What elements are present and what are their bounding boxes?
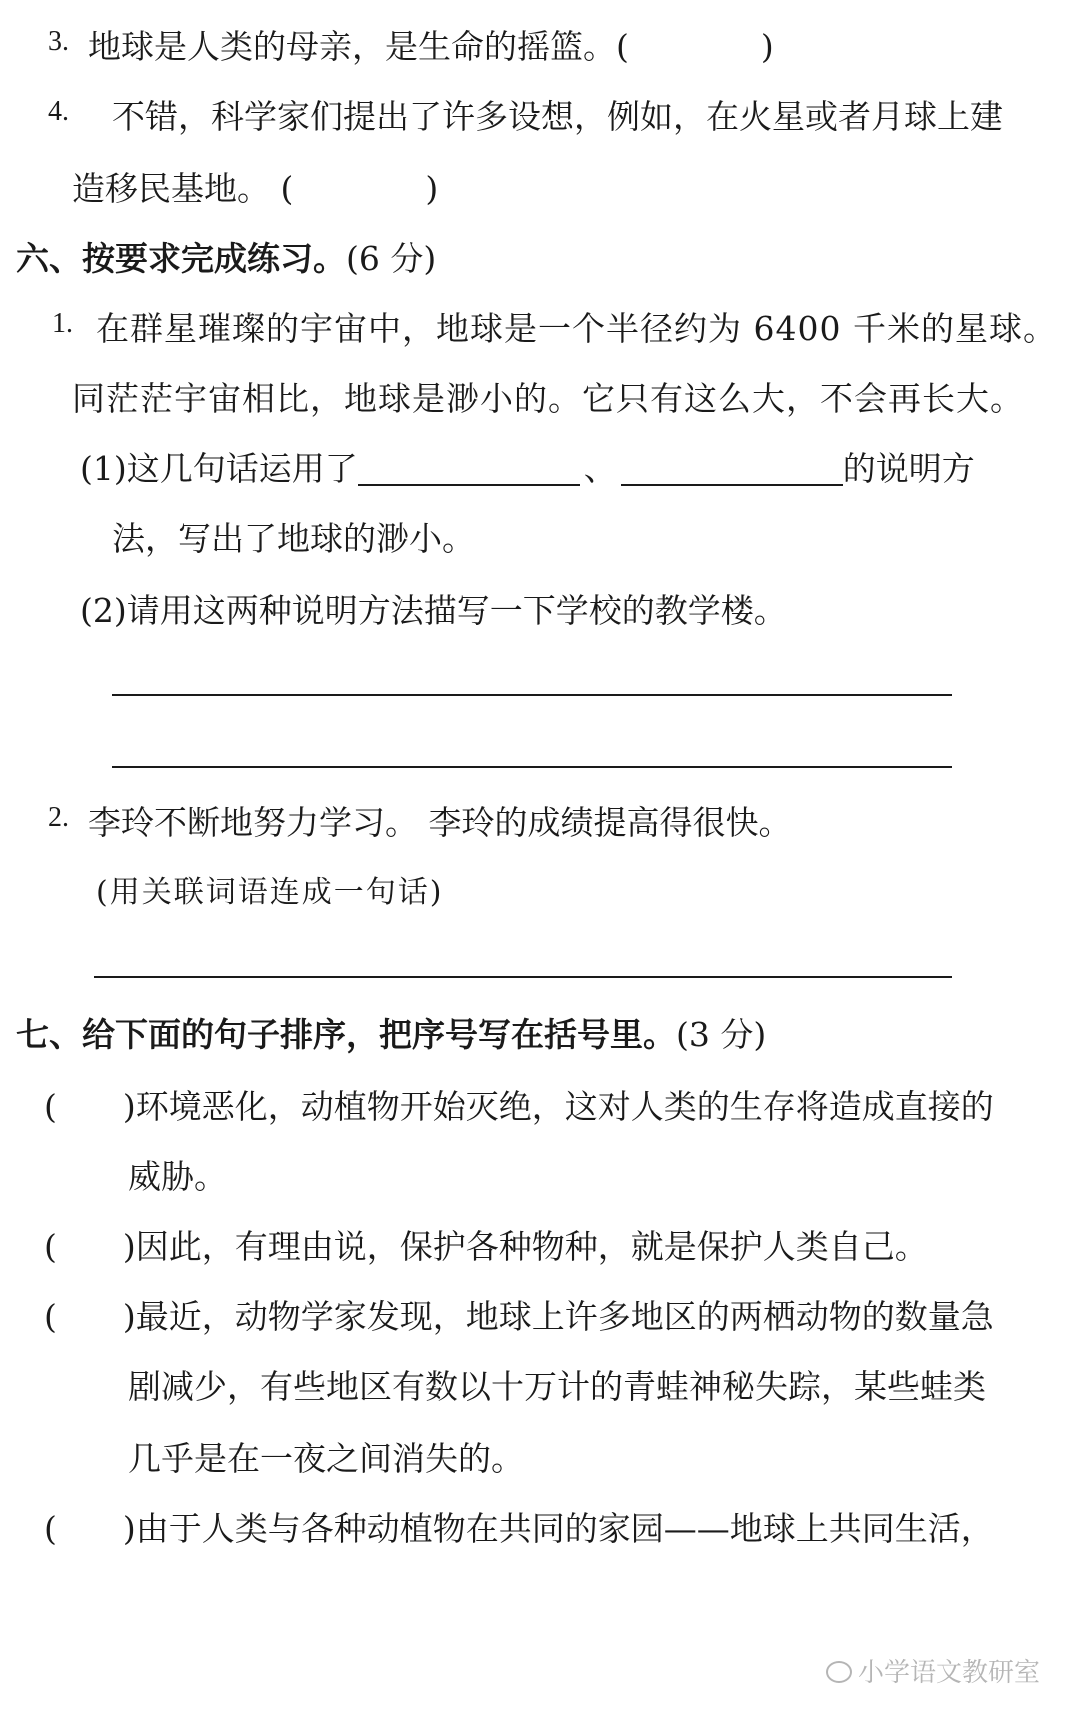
item-number: 3. [48, 26, 69, 57]
ordering-item: ( )由于人类与各种动植物在共同的家园——地球上共同生活， [44, 1509, 994, 1548]
section-heading [16, 238, 436, 280]
watermark-text: 小学语文教研室 [857, 1658, 1040, 1688]
section-title: 七、给下面的句子排序，把序号写在括号里。 [16, 1015, 676, 1054]
ordering-item: ( )环境恶化，动植物开始灭绝，这对人类的生存将造成直接的 [44, 1087, 994, 1126]
ordering-item-continued: 威胁。 [128, 1157, 227, 1196]
watermark [826, 1652, 1040, 1689]
wechat-icon [826, 1661, 852, 1683]
answer-line[interactable] [112, 766, 952, 768]
item-text: 不错，科学家们提出了许多设想，例如，在火星或者月球上建 [112, 97, 1003, 136]
section-score: (3 分) [676, 1015, 767, 1054]
item-text: 地球是人类的母亲，是生命的摇篮。( ) [88, 27, 774, 66]
subquestion-2: (2)请用这两种说明方法描写一下学校的教学楼。 [80, 591, 787, 630]
question-hint: (用关联词语连成一句话) [96, 875, 444, 910]
question-number: 1. [52, 308, 73, 339]
item-text-continued: 造移民基地。 ( ) [72, 169, 439, 208]
section-title: 六、按要求完成练习。 [16, 239, 346, 278]
question-text: 李玲不断地努力学习。 李玲的成绩提高得很快。 [88, 803, 792, 842]
answer-line[interactable] [94, 976, 952, 978]
ordering-item: ( )最近，动物学家发现，地球上许多地区的两栖动物的数量急 [44, 1297, 994, 1336]
passage-line: 同茫茫宇宙相比，地球是渺小的。它只有这么大，不会再长大。 [72, 379, 1024, 418]
ordering-item-continued: 几乎是在一夜之间消失的。 [128, 1439, 524, 1478]
subquestion-1 [80, 448, 975, 490]
item-number: 4. [48, 96, 69, 127]
passage-line: 在群星璀璨的宇宙中，地球是一个半径约为 6400 千米的星球。 [96, 309, 1057, 348]
section-heading [16, 1014, 766, 1056]
ordering-item: ( )因此，有理由说，保护各种物种，就是保护人类自己。 [44, 1227, 928, 1266]
question-number: 2. [48, 802, 69, 833]
ordering-item-continued: 剧减少，有些地区有数以十万计的青蛙神秘失踪，某些蛙类 [128, 1367, 986, 1406]
answer-blank[interactable] [358, 454, 580, 486]
answer-line[interactable] [112, 694, 952, 696]
sub1-prefix: (1)这几句话运用了 [80, 449, 358, 488]
sub1-suffix: 的说明方 [842, 449, 975, 488]
section-score: (6 分) [346, 239, 437, 278]
answer-blank[interactable] [621, 454, 843, 486]
sub1-separator: 、 [583, 449, 617, 488]
subquestion-1-continued: 法，写出了地球的渺小。 [112, 519, 475, 558]
